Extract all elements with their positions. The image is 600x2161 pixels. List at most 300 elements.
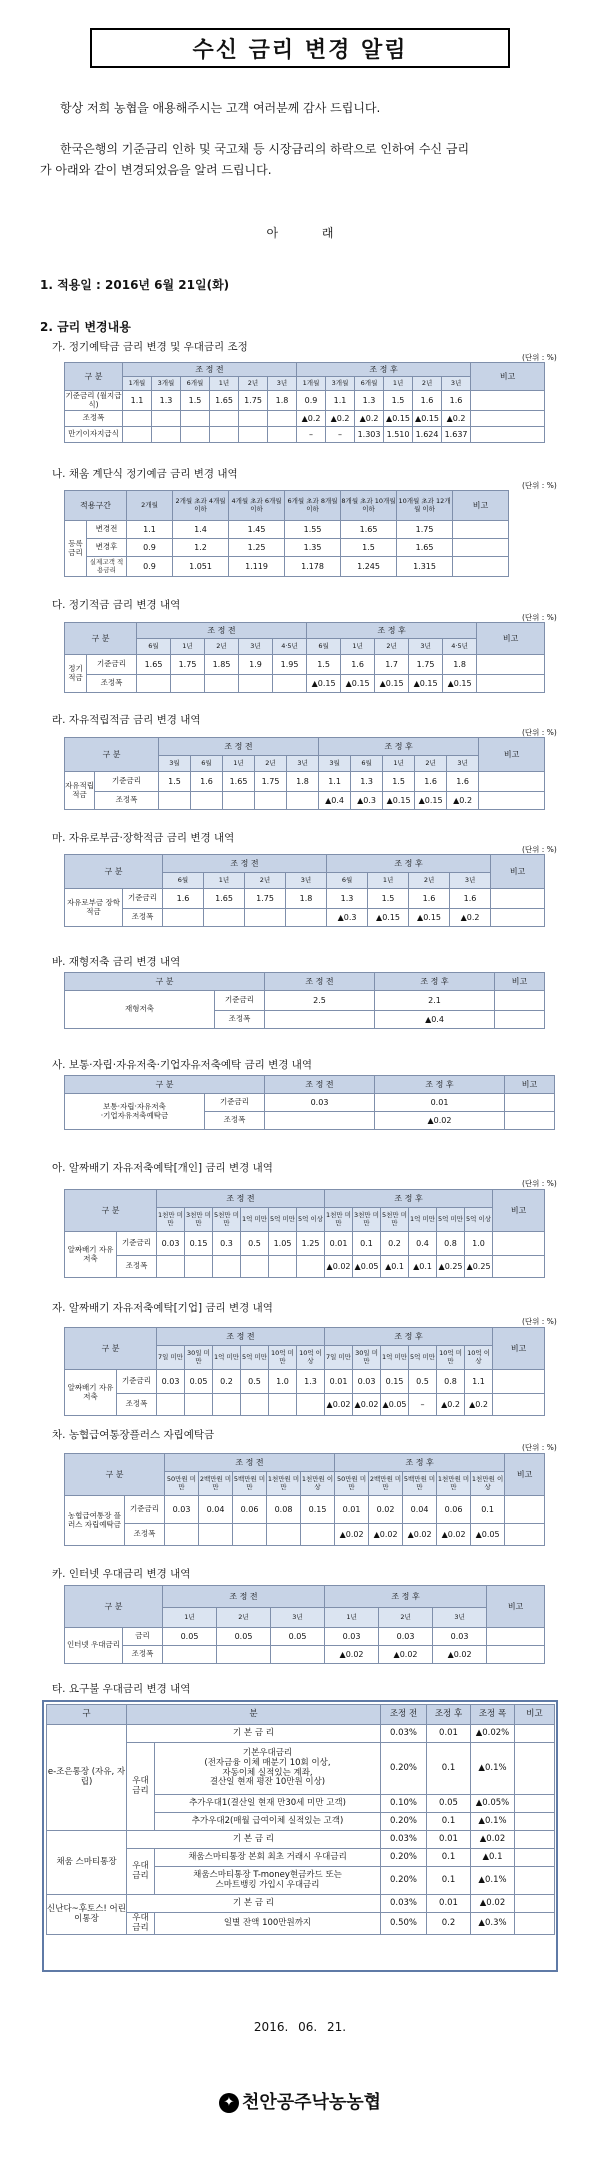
header-bigo: 비고 — [495, 973, 545, 991]
column-header: 1천만원 미만 — [267, 1472, 301, 1496]
table-a — [64, 362, 545, 443]
cell-value: ▲0.02 — [471, 1895, 515, 1913]
cell-value: 1.6 — [409, 889, 450, 909]
cell-value: ▲0.1 — [471, 1849, 515, 1867]
cell-value: ▲0.15 — [375, 675, 409, 693]
cell-value — [453, 521, 509, 539]
cell-value: 0.06 — [437, 1496, 471, 1524]
cell-value: 0.2 — [213, 1370, 241, 1394]
cell-value — [137, 675, 171, 693]
column-header: 6개월 — [181, 377, 210, 391]
cell-value: 1.5 — [383, 772, 415, 792]
cell-value: 0.03 — [379, 1628, 433, 1646]
cell-value — [171, 675, 205, 693]
cell-value: 1.510 — [384, 427, 413, 443]
column-header: 6월 — [137, 639, 171, 655]
row-label: 조정폭 — [95, 792, 159, 810]
row-label: 채움스마티통장 본회 최초 거래시 우대금리 — [155, 1849, 381, 1867]
cell-value — [479, 772, 545, 792]
cell-value — [165, 1524, 199, 1546]
cell-value — [495, 1011, 545, 1029]
column-header: 2년 — [379, 1608, 433, 1628]
column-header: 3년 — [450, 873, 491, 889]
cell-value: 1.6 — [163, 889, 204, 909]
cell-value: ▲0.15 — [443, 675, 477, 693]
column-header: 4·5년 — [273, 639, 307, 655]
header-after: 조 정 후 — [325, 1190, 493, 1208]
cell-value — [477, 655, 545, 675]
column-header: 50만원 미만 — [335, 1472, 369, 1496]
section-h-title: 아. 알짜배기 자유저축예탁[개인] 금리 변경 내역 — [52, 1162, 273, 1174]
cell-value: 1.75 — [245, 889, 286, 909]
cell-value: 0.5 — [409, 1370, 437, 1394]
row-label-line: 기본우대금리 — [242, 1747, 293, 1758]
column-header: 1년 — [171, 639, 205, 655]
header-after: 조 정 후 — [327, 855, 491, 873]
cell-value — [157, 1394, 185, 1416]
cell-value — [297, 1256, 325, 1278]
cell-value — [241, 1256, 269, 1278]
cell-value: 1.95 — [273, 655, 307, 675]
cell-value: 0.03 — [433, 1628, 487, 1646]
header-bigo: 비고 — [493, 1190, 545, 1232]
column-header: 2백만원 미만 — [369, 1472, 403, 1496]
header-bigo: 비고 — [515, 1705, 555, 1725]
column-header: 1년 — [341, 639, 375, 655]
row-label-line: 결산일 현재 평잔 10만원 이상) — [209, 1777, 326, 1788]
cell-value — [297, 1394, 325, 1416]
cell-value: 1.25 — [229, 539, 285, 557]
column-header: 1년 — [163, 1608, 217, 1628]
row-label: 기준금리 — [205, 1094, 265, 1112]
cell-value — [223, 792, 255, 810]
unit-label: (단위 : %) — [522, 353, 557, 362]
cell-value: 0.3 — [213, 1232, 241, 1256]
cell-value: 1.5 — [368, 889, 409, 909]
cell-value: 1.2 — [173, 539, 229, 557]
header-after: 조 정 후 — [297, 363, 471, 377]
header-before: 조 정 전 — [159, 738, 319, 756]
cell-value — [273, 675, 307, 693]
cell-value — [163, 1646, 217, 1664]
cell-value: 1.5 — [341, 539, 397, 557]
cell-value — [163, 909, 204, 927]
cell-value: 1.85 — [205, 655, 239, 675]
cell-value: ▲0.4 — [375, 1011, 495, 1029]
header-after: 조 정 후 — [325, 1328, 493, 1346]
cell-value: 0.2 — [381, 1232, 409, 1256]
cell-value: ▲0.15 — [409, 675, 443, 693]
cell-value: ▲0.15 — [384, 411, 413, 427]
cell-value: ▲0.15 — [413, 411, 442, 427]
cell-value — [515, 1895, 555, 1913]
column-header: 2년 — [409, 873, 450, 889]
cell-value: 1.3 — [327, 889, 368, 909]
header-bigo: 비고 — [505, 1076, 555, 1094]
cell-value: 1.3 — [351, 772, 383, 792]
row-group-label: 농협급여통장 플러스 자립예탁금 — [65, 1496, 125, 1546]
section-k-title: 카. 인터넷 우대금리 변경 내역 — [52, 1568, 191, 1580]
cell-value: 1.0 — [269, 1370, 297, 1394]
cell-value — [515, 1743, 555, 1795]
table-l — [46, 1704, 555, 1935]
header-before: 조 정 전 — [157, 1190, 325, 1208]
cell-value: 0.20% — [381, 1849, 427, 1867]
cell-value: 1.8 — [443, 655, 477, 675]
cell-value: 1.3 — [152, 391, 181, 411]
header-gubun: 구 분 — [65, 973, 265, 991]
column-header: 3개월 — [152, 377, 181, 391]
row-group-label: 정기적금 — [65, 655, 87, 693]
cell-value — [233, 1524, 267, 1546]
table-j — [64, 1453, 545, 1546]
column-header: 2년 — [205, 639, 239, 655]
cell-value — [301, 1524, 335, 1546]
column-header: 5억 미만 — [241, 1346, 269, 1370]
cell-value: 1.8 — [286, 889, 327, 909]
row-group-label: 알짜배기 자유저축 — [65, 1370, 117, 1416]
cell-value: 0.03 — [157, 1232, 185, 1256]
cell-value — [269, 1394, 297, 1416]
cell-value: 0.01 — [335, 1496, 369, 1524]
cell-value: 1.245 — [341, 557, 397, 577]
cell-value: 1.75 — [397, 521, 453, 539]
column-header: 10억 미만 — [269, 1346, 297, 1370]
row-sublabel: 우대 금리 — [127, 1849, 155, 1895]
cell-value: ▲0.05 — [471, 1524, 505, 1546]
column-header: 5억 이상 — [297, 1208, 325, 1232]
cell-value — [185, 1394, 213, 1416]
header-adjust: 조정 폭 — [471, 1705, 515, 1725]
row-label: 추가우대2(매월 급여이체 실적있는 고객) — [155, 1813, 381, 1831]
cell-value: ▲0.4 — [319, 792, 351, 810]
cell-value: 1.65 — [223, 772, 255, 792]
cell-value — [213, 1256, 241, 1278]
cell-value: ▲0.15 — [307, 675, 341, 693]
cell-value: 1.65 — [210, 391, 239, 411]
column-header: 3년 — [271, 1608, 325, 1628]
column-header: 50만원 미만 — [165, 1472, 199, 1496]
table-e — [64, 854, 545, 927]
cell-value: 0.1 — [471, 1496, 505, 1524]
cell-value: 0.1 — [353, 1232, 381, 1256]
cell-value: 1.5 — [181, 391, 210, 411]
table-i — [64, 1327, 545, 1416]
cell-value: ▲0.1 — [381, 1256, 409, 1278]
cell-value — [265, 1112, 375, 1130]
cell-value — [493, 1232, 545, 1256]
cell-value — [268, 411, 297, 427]
column-header: 6월 — [327, 873, 368, 889]
cell-value: 1.051 — [173, 557, 229, 577]
cell-value: 1.1 — [123, 391, 152, 411]
cell-value: 0.1 — [427, 1849, 471, 1867]
cell-value: 0.01 — [325, 1232, 353, 1256]
cell-value: ▲0.02 — [335, 1524, 369, 1546]
cell-value: 0.20% — [381, 1813, 427, 1831]
column-header: 5억 미만 — [269, 1208, 297, 1232]
cell-value — [505, 1496, 545, 1524]
cell-value: ▲0.25 — [437, 1256, 465, 1278]
column-header: 1천만원 이상 — [301, 1472, 335, 1496]
cell-value: ▲0.15 — [415, 792, 447, 810]
cell-value — [204, 909, 245, 927]
header-gubun: 구 분 — [65, 855, 163, 889]
column-header: 3년 — [409, 639, 443, 655]
cell-value — [471, 427, 545, 443]
cell-value: 1.8 — [287, 772, 319, 792]
header-after: 조 정 후 — [375, 1076, 505, 1094]
cell-value: 0.05 — [427, 1795, 471, 1813]
row-sublabel: 우대 금리 — [127, 1743, 155, 1831]
header-before: 조 정 전 — [123, 363, 297, 377]
cell-value: 0.5 — [241, 1232, 269, 1256]
cell-value: ▲0.02 — [325, 1646, 379, 1664]
column-header: 5억 미만 — [409, 1346, 437, 1370]
column-header: 5천만 미만 — [213, 1208, 241, 1232]
section-rate-changes: 2. 금리 변경내용 — [40, 320, 131, 334]
column-header: 1천만 미만 — [157, 1208, 185, 1232]
row-label: 일별 잔액 100만원까지 — [155, 1913, 381, 1935]
cell-value: ▲0.1% — [471, 1743, 515, 1795]
cell-value: 1.303 — [355, 427, 384, 443]
cell-value: ▲0.02% — [471, 1725, 515, 1743]
cell-value — [271, 1646, 325, 1664]
cell-value: 0.03 — [353, 1370, 381, 1394]
cell-value: 1.65 — [204, 889, 245, 909]
cell-value — [479, 792, 545, 810]
cell-value: ▲0.2 — [326, 411, 355, 427]
cell-value: 0.01 — [427, 1725, 471, 1743]
table-c — [64, 622, 545, 693]
cell-value: 1.1 — [326, 391, 355, 411]
cell-value — [515, 1813, 555, 1831]
cell-value: 0.9 — [127, 557, 173, 577]
row-label: 조정폭 — [117, 1256, 157, 1278]
cell-value — [515, 1795, 555, 1813]
unit-label: (단위 : %) — [522, 1317, 557, 1326]
cell-value: 1.315 — [397, 557, 453, 577]
cell-value: ▲0.02 — [433, 1646, 487, 1664]
cell-value: 1.7 — [375, 655, 409, 675]
header-bigo: 비고 — [477, 623, 545, 655]
header-after: 조 정 후 — [319, 738, 479, 756]
cell-value: 0.02 — [369, 1496, 403, 1524]
column-header: 6월 — [307, 639, 341, 655]
cell-value: 0.04 — [403, 1496, 437, 1524]
cell-value — [265, 1011, 375, 1029]
cell-value — [210, 411, 239, 427]
cell-value: 1.75 — [255, 772, 287, 792]
unit-label: (단위 : %) — [522, 728, 557, 737]
header-before: 조정 전 — [381, 1705, 427, 1725]
cell-value: ▲0.2 — [465, 1394, 493, 1416]
cell-value: 0.03% — [381, 1725, 427, 1743]
header-bigo: 비고 — [487, 1586, 545, 1628]
header-gubun: 구 분 — [65, 1076, 265, 1094]
cell-value: 0.9 — [127, 539, 173, 557]
cell-value: ▲0.02 — [437, 1524, 471, 1546]
section-b-title: 나. 채움 계단식 정기예금 금리 변경 내역 — [52, 468, 238, 480]
column-header: 5백만원 미만 — [403, 1472, 437, 1496]
cell-value — [191, 792, 223, 810]
row-label: 조정폭 — [125, 1524, 165, 1546]
cell-value: ▲0.25 — [465, 1256, 493, 1278]
cell-value — [185, 1256, 213, 1278]
cell-value: 2.1 — [375, 991, 495, 1011]
cell-value: 0.05 — [217, 1628, 271, 1646]
header-gubun: 구 분 — [65, 1454, 165, 1496]
cell-value — [217, 1646, 271, 1664]
header-bigo: 비고 — [505, 1454, 545, 1496]
cell-value: 1.3 — [297, 1370, 325, 1394]
column-header: 1년 — [368, 873, 409, 889]
cell-value: 1.25 — [297, 1232, 325, 1256]
row-group-label: 신난다~후토스! 어린이통장 — [47, 1895, 127, 1935]
cell-value — [181, 411, 210, 427]
cell-value: 0.4 — [409, 1232, 437, 1256]
table-k — [64, 1585, 545, 1664]
header-gubun: 구 분 — [65, 1190, 157, 1232]
cell-value — [239, 675, 273, 693]
row-label: 조정폭 — [205, 1112, 265, 1130]
column-header: 5백만원 미만 — [233, 1472, 267, 1496]
cell-value: 0.2 — [427, 1913, 471, 1935]
cell-value — [515, 1831, 555, 1849]
column-header: 비고 — [453, 491, 509, 521]
row-label: 기준금리 (월지급식) — [65, 390, 122, 409]
cell-value: ▲0.2 — [442, 411, 471, 427]
cell-value: ▲0.05 — [381, 1394, 409, 1416]
cell-value: 0.15 — [301, 1496, 335, 1524]
cell-value: – — [326, 427, 355, 443]
column-header: 3년 — [286, 873, 327, 889]
cell-value: ▲0.02 — [375, 1112, 505, 1130]
cell-value: 1.65 — [397, 539, 453, 557]
cell-value — [493, 1394, 545, 1416]
unit-label: (단위 : %) — [522, 613, 557, 622]
cell-value: ▲0.15 — [409, 909, 450, 927]
cell-value — [505, 1524, 545, 1546]
column-header: 10개월 초과 12개월 이하 — [397, 491, 453, 521]
cell-value — [471, 411, 545, 427]
table-d — [64, 737, 545, 810]
row-label: 조정폭 — [123, 909, 163, 927]
column-header: 1년 — [223, 756, 255, 772]
header-gubun: 구 분 — [65, 623, 137, 655]
unit-label: (단위 : %) — [522, 845, 557, 854]
header-before: 조 정 전 — [163, 855, 327, 873]
cell-value: ▲0.02 — [353, 1394, 381, 1416]
row-label — [155, 1743, 381, 1795]
section-f-title: 바. 재형저축 금리 변경 내역 — [52, 956, 181, 968]
column-header: 3년 — [433, 1608, 487, 1628]
cell-value — [453, 539, 509, 557]
cell-value — [477, 675, 545, 693]
cell-value: 0.20% — [381, 1867, 427, 1895]
cell-value — [152, 411, 181, 427]
cell-value: 1.178 — [285, 557, 341, 577]
table-b — [64, 490, 545, 577]
column-header: 1년 — [204, 873, 245, 889]
row-label: 기 본 금 리 — [127, 1831, 381, 1849]
header-before: 조 정 전 — [157, 1328, 325, 1346]
cell-value: 0.06 — [233, 1496, 267, 1524]
section-g-title: 사. 보통·자립·자유저축·기업자유저축예탁 금리 변경 내역 — [52, 1059, 312, 1071]
cell-value: 1.6 — [442, 391, 471, 411]
column-header: 5억 이상 — [465, 1208, 493, 1232]
row-label: 변경전 — [87, 521, 127, 539]
cell-value: 0.05 — [163, 1628, 217, 1646]
section-i-title: 자. 알짜배기 자유저축예탁[기업] 금리 변경 내역 — [52, 1302, 273, 1314]
cell-value — [199, 1524, 233, 1546]
cell-value — [123, 411, 152, 427]
intro-paragraph-2b: 가 아래와 같이 변경되었음을 알려 드립니다. — [40, 163, 272, 177]
cell-value: 0.03 — [325, 1628, 379, 1646]
column-header: 7일 미만 — [157, 1346, 185, 1370]
column-header: 3월 — [159, 756, 191, 772]
header-after: 조 정 후 — [307, 623, 477, 639]
organization-name-text: 천안공주낙농농협 — [241, 2092, 382, 2113]
row-sublabel: 우대 금리 — [127, 1913, 155, 1935]
cell-value: – — [297, 427, 326, 443]
cell-value — [491, 909, 545, 927]
organization-name — [0, 2088, 600, 2114]
cell-value: ▲0.05% — [471, 1795, 515, 1813]
cell-value: 0.8 — [437, 1232, 465, 1256]
cell-value — [287, 792, 319, 810]
column-header: 적용구간 — [65, 491, 127, 521]
cell-value — [453, 557, 509, 577]
row-label: 기준금리 — [123, 889, 163, 909]
row-group-label: 자유적립적금 — [65, 772, 95, 810]
section-d-title: 라. 자유적립적금 금리 변경 내역 — [52, 714, 201, 726]
cell-value — [495, 991, 545, 1011]
column-header: 30일 미만 — [185, 1346, 213, 1370]
cell-value: 1.6 — [415, 772, 447, 792]
column-header: 3년 — [239, 639, 273, 655]
notice-date: 2016. 06. 21. — [253, 2020, 347, 2034]
cell-value: 1.1 — [127, 521, 173, 539]
cell-value: 0.03 — [157, 1370, 185, 1394]
section-l-title: 타. 요구불 우대금리 변경 내역 — [52, 1683, 191, 1695]
cell-value — [515, 1725, 555, 1743]
cell-value: – — [409, 1394, 437, 1416]
row-group-label — [65, 1094, 205, 1130]
cell-value: ▲0.15 — [368, 909, 409, 927]
column-header: 4개월 초과 6개월 이하 — [229, 491, 285, 521]
unit-label: (단위 : %) — [522, 481, 557, 490]
cell-value: 0.15 — [185, 1232, 213, 1256]
column-header: 1개월 — [123, 377, 152, 391]
cell-value: ▲0.1% — [471, 1813, 515, 1831]
cell-value — [515, 1913, 555, 1935]
cell-value: 0.01 — [325, 1370, 353, 1394]
column-header: 3년 — [442, 377, 471, 391]
cell-value: 1.9 — [239, 655, 273, 675]
column-header: 6월 — [191, 756, 223, 772]
cell-value: ▲0.02 — [325, 1256, 353, 1278]
page-title: 수신 금리 변경 알림 — [90, 28, 510, 68]
cell-value: ▲0.3 — [351, 792, 383, 810]
cell-value: ▲0.2 — [447, 792, 479, 810]
row-label: 만기이자지급식 — [65, 427, 123, 443]
cell-value: 0.8 — [437, 1370, 465, 1394]
cell-value — [152, 427, 181, 443]
cell-value: 0.01 — [427, 1831, 471, 1849]
cell-value: 1.55 — [285, 521, 341, 539]
column-header: 2년 — [415, 756, 447, 772]
